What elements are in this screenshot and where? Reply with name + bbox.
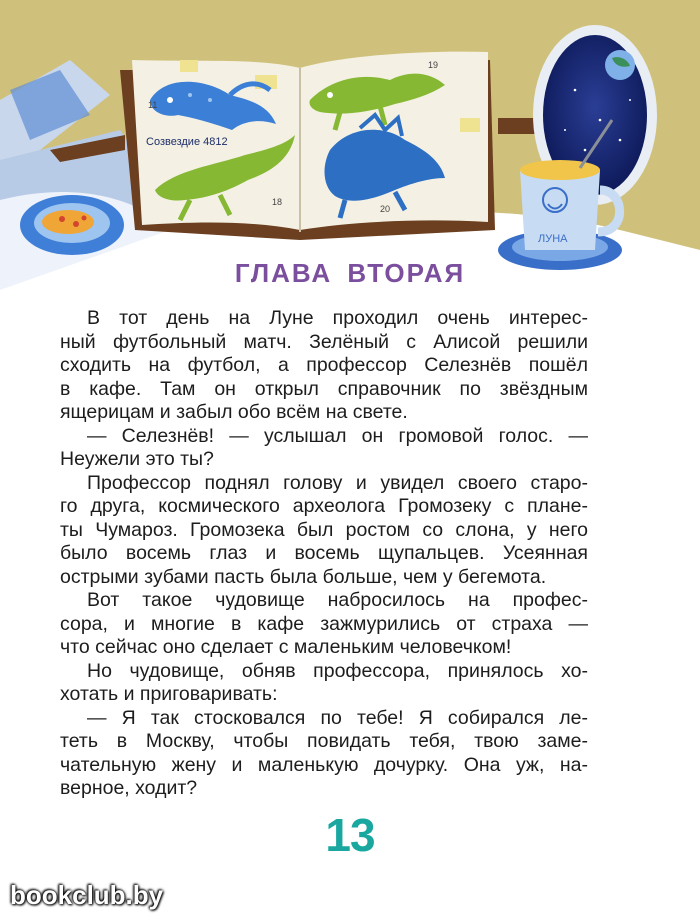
text-line: Неужели это ты?: [60, 448, 214, 470]
text-line: сора, и многие в кафе зажмурились от страха —: [60, 612, 588, 635]
watermark: bookclub.by: [10, 880, 164, 910]
book-page-number: 11: [148, 100, 158, 110]
text-line: Но чудовище, обняв профессора, принялось хо-: [87, 659, 588, 682]
mug-label: ЛУНА: [538, 233, 568, 245]
text-line: что сейчас оно сделает с маленьким человечком!: [60, 636, 512, 658]
text-line: в кафе. Там он открыл справочник по звёздным: [60, 377, 588, 400]
book-page-number: 19: [428, 60, 439, 70]
book-page-number: 20: [380, 204, 391, 214]
page-number: 13: [325, 809, 375, 861]
story-text: [60, 307, 588, 801]
text-line: — Я так стосковался по тебе! Я собирался ле-: [87, 706, 588, 729]
book-label-constellation: Созвездие 4812: [146, 136, 228, 148]
chapter-illustration: [0, 0, 700, 290]
book-page-number: 18: [272, 197, 283, 207]
text-line: — Селезнёв! — услышал он громовой голос. —: [87, 424, 588, 447]
text-line: чательную жену и маленькую дочурку. Она уж, на-: [60, 753, 588, 776]
text-line: хотать и приговаривать:: [60, 683, 278, 705]
plate-icon: [20, 195, 124, 255]
text-line: ный футбольный матч. Зелёный с Алисой решили: [60, 330, 588, 353]
text-line: теть в Москву, чтобы повидать тебя, твою заме-: [60, 730, 588, 752]
text-line: Вот такое чудовище набросилось на профес-: [87, 589, 588, 611]
text-line: го друга, космического археолога Громозеку с плане-: [60, 495, 588, 517]
chapter-title: ГЛАВА ВТОРАЯ: [234, 258, 466, 288]
text-line: верное, ходит?: [60, 777, 198, 799]
text-line: ящерицам и забыл обо всём на свете.: [60, 401, 408, 423]
text-line: было восемь глаз и восемь щупальцев. Усеянная: [60, 542, 588, 564]
text-line: сходить на футбол, а профессор Селезнёв пошёл: [60, 354, 588, 376]
text-line: В тот день на Луне проходил очень интерес-: [87, 307, 588, 329]
text-line: Профессор поднял голову и увидел своего старо-: [87, 471, 588, 494]
open-book-icon: [120, 52, 495, 240]
text-line: острыми зубами пасть была больше, чем у бегемота.: [60, 565, 547, 588]
text-line: ты Чумароз. Громозека был ростом со слона, у него: [60, 518, 588, 541]
